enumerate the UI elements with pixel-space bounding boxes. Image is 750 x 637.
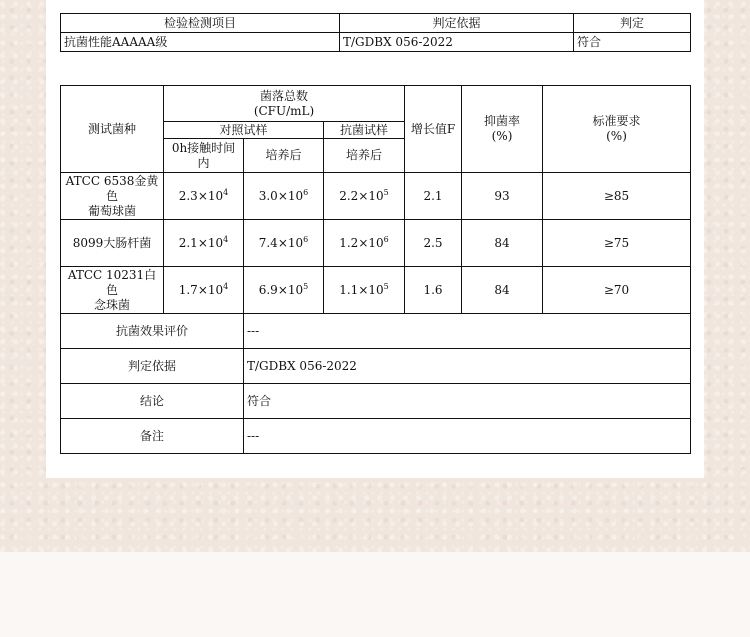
value-exponent: 4 [223,187,229,197]
basis-value: T/GDBX 056-2022 [244,349,691,384]
growth-value-cell: 2.5 [405,220,462,267]
strain-name-line1: ATCC 6538金黄色 [65,173,159,203]
table-row [61,220,691,267]
control-after-cell [244,267,324,314]
header-inhibition-rate [462,86,543,173]
antibacterial-after-cell [324,173,405,220]
strain-cell [61,267,164,314]
header-control-sample: 对照试样 [164,122,324,139]
growth-value-cell: 1.6 [405,267,462,314]
header-growth-value: 增长值F [405,86,462,173]
value-base: 2.3×10 [178,188,224,203]
table-row [61,349,691,384]
value-exponent: 5 [383,187,389,197]
header-basis: 判定依据 [340,14,574,33]
header-strain: 测试菌种 [61,86,164,173]
value-exponent: 6 [303,234,309,244]
inhibition-rate-cell: 84 [462,220,543,267]
eval-value: --- [244,314,691,349]
remark-value: --- [244,419,691,454]
standard-title: 标准要求 [592,114,641,128]
conclusion-label: 结论 [61,384,244,419]
standard-unit: (%) [606,129,627,143]
control-after-cell [244,220,324,267]
value-exponent: 5 [383,281,389,291]
eval-label: 抗菌效果评价 [61,314,244,349]
standard-cell: ≥85 [543,173,691,220]
value-exponent: 5 [303,281,309,291]
value-exponent: 4 [223,281,229,291]
growth-value-cell: 2.1 [405,173,462,220]
antibacterial-after-cell [324,220,405,267]
standard-cell: ≥75 [543,220,691,267]
table-row [61,173,691,220]
table-row [61,419,691,454]
standard-cell: ≥70 [543,267,691,314]
summary-table [60,13,691,52]
summary-judgement: 符合 [574,33,691,52]
strain-cell [61,173,164,220]
table-row [61,314,691,349]
control-0h-cell [164,173,244,220]
header-colony-count [164,86,405,122]
control-0h-cell [164,267,244,314]
results-table [60,85,691,454]
inhibition-rate-cell: 93 [462,173,543,220]
strain-cell [61,220,164,267]
table-row [61,384,691,419]
header-control-after: 培养后 [244,139,324,173]
inhibition-rate-title: 抑菌率 [483,114,520,128]
summary-test-item: 抗菌性能AAAAA级 [61,33,340,52]
conclusion-value: 符合 [244,384,691,419]
control-0h-cell [164,220,244,267]
strain-name-line1: ATCC 10231白色 [67,267,157,297]
inhibition-rate-unit: (%) [491,129,513,143]
colony-count-unit: (CFU/mL) [253,103,315,118]
inhibition-rate-cell: 84 [462,267,543,314]
colony-count-title: 菌落总数 [259,88,308,103]
value-exponent: 6 [383,234,389,244]
header-antibacterial-after: 培养后 [324,139,405,173]
value-base: 2.2×10 [339,188,384,203]
value-base: 1.1×10 [339,282,384,297]
value-base: 2.1×10 [178,235,224,250]
strain-name-line2: 葡萄球菌 [87,203,136,218]
value-base: 3.0×10 [258,188,304,203]
header-antibacterial-sample: 抗菌试样 [324,122,405,139]
value-base: 1.7×10 [178,282,224,297]
control-after-cell [244,173,324,220]
value-base: 7.4×10 [258,235,304,250]
value-exponent: 6 [303,187,309,197]
value-exponent: 4 [223,234,229,244]
header-contact-0h: 0h接触时间内 [164,139,244,173]
basis-label: 判定依据 [61,349,244,384]
summary-basis: T/GDBX 056-2022 [340,33,574,52]
value-base: 6.9×10 [258,282,304,297]
antibacterial-after-cell [324,267,405,314]
remark-label: 备注 [61,419,244,454]
value-base: 1.2×10 [339,235,384,250]
header-test-item: 检验检测项目 [61,14,340,33]
table-row [61,267,691,314]
strain-name-line1: 8099大肠杆菌 [72,235,152,250]
header-standard [543,86,691,173]
strain-name-line2: 念珠菌 [93,297,130,312]
header-judgement: 判定 [574,14,691,33]
